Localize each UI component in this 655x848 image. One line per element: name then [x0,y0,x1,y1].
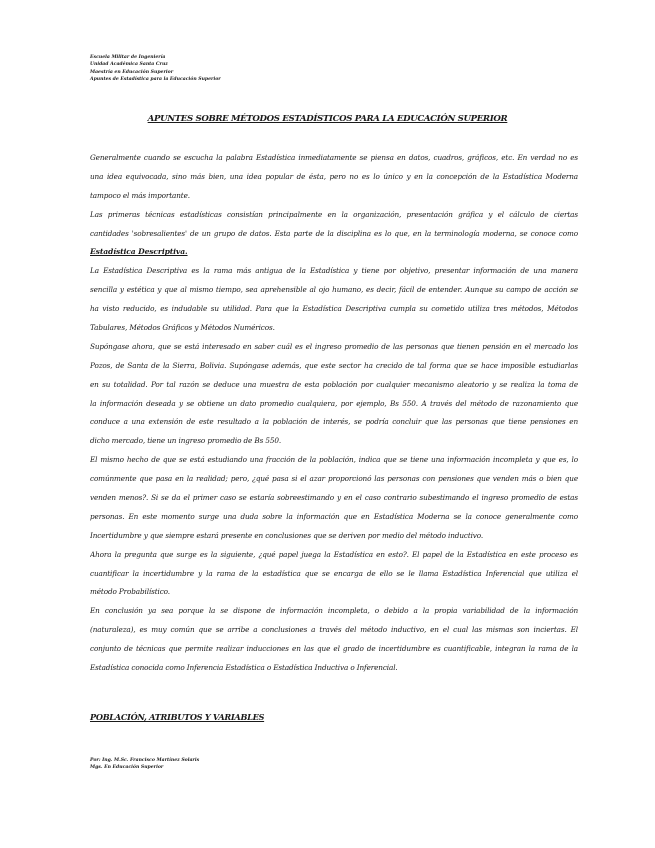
page-footer [90,757,199,772]
text-line: Las primeras técnicas estadísticas consistían principalmente en la organización, presentación gráfica y el cálculo de ciertas [90,209,578,219]
text-line: personas. En este momento surge una duda sobre la información que en Estadística Moderna se la conoce generalmente como [90,511,578,521]
text-line: venden menos?. Si se da el primer caso se estaría sobreestimando y en el caso contrario subestimando el ingreso promedio de estas [90,493,578,503]
footer-degree: Mgs. En Educación Superior [90,765,164,771]
text-line: cantidades 'sobresalientes' de un grupo de datos. Esta parte de la disciplina es lo que, en la terminología moderna, se conoce como [90,228,578,238]
text-line: La Estadística Descriptiva es la rama más antigua de la Estadística y tiene por objetivo, presentar información de una manera [90,266,578,276]
section-heading: POBLACIÓN, ATRIBUTOS Y VARIABLES [90,712,265,722]
text-line: sencilla y estética y que al mismo tiempo, sea aprehensible al ojo humano, es decir, fácil de entender. Aunque su campo de acción se [90,285,578,295]
text-line: ha visto reducido, es indudable su utilidad. Para que la Estadística Descriptiva cumpla su cometido utiliza tres métodos, Métodos [90,304,578,314]
text-line: dicho mercado, tiene un ingreso promedio de Bs 550. [90,436,282,446]
text-line: tampoco el más importante. [90,190,190,200]
text-line: cuantificar la incertidumbre y la rama de la estadística que se encarga de ello se le llama Estadística Inferencial que utiliza el [90,568,578,578]
page-header [90,54,221,84]
text-line: comúnmente que pasa en la realidad; pero, ¿qué pasa si el azar proporcionó las personas con pensiones que venden más o bien que [90,474,578,484]
text-line: El mismo hecho de que se está estudiando una fracción de la población, indica que se tiene una información incompleta y que es, lo [90,455,578,465]
text-line: Supóngase ahora, que se está interesado en saber cuál es el ingreso promedio de las personas que tienen pensión en el mercado los [90,341,578,351]
text-line: método Probabilístico. [90,587,170,597]
text-line: la información deseada y se obtiene un dato promedio cualquiera, por ejemplo, Bs 550. A través del método de razonamiento que [90,398,578,408]
header-unit: Unidad Académica Santa Cruz [90,62,168,68]
document-title: APUNTES SOBRE MÉTODOS ESTADÍSTICOS PARA LA EDUCACIÓN SUPERIOR [147,114,508,124]
subheading-descriptive-statistics: Estadística Descriptiva. [90,247,188,257]
text-line: Generalmente cuando se escucha la palabra Estadística inmediatamente se piensa en datos, cuadros, gráficos, etc. En verdad no es [90,153,578,162]
text-line: Pozos, de Santa de la Sierra, Bolivia. Supóngase además, que este sector ha crecido de tal forma que se hace imposible estudiarlas [90,360,578,370]
body-text [90,149,578,678]
footer-author: Por: Ing. M.Sc. Francisco Martínez Solaris [90,758,200,763]
text-line: (naturaleza), es muy común que se arribe a conclusiones a través del método inductivo, en el cual las mismas son inciertas. El [90,625,578,635]
text-line: Ahora la pregunta que surge es la siguiente, ¿qué papel juega la Estadística en esto?. El papel de la Estadística en este proceso es [90,549,578,559]
header-course: Apuntes de Estadística para la Educación Superior [90,77,221,83]
text-line: conduce a una extensión de este resultado a la población de interés, se podría concluir que las personas que tiene pensiones en [90,417,578,427]
text-line: Tabulares, Métodos Gráficos y Métodos Numéricos. [90,323,275,333]
text-line: Incertidumbre y que siempre estará presente en conclusiones que se deriven por medio del método inductivo. [90,530,484,540]
text-line: En conclusión ya sea porque la se dispone de información incompleta, o debido a la propia variabilidad de la información [90,606,578,616]
header-institution: Escuela Militar de Ingeniería [90,55,166,60]
text-line: conjunto de técnicas que permite realizar inducciones en las que el grado de incertidumbre es cuantificable, integran la rama de la [90,644,578,654]
text-line: Estadística conocida como Inferencia Estadística o Estadística Inductiva o Inferencial. [90,663,398,673]
text-line: una idea equivocada, sino más bien, una idea popular de ésta, pero no es lo único y en la concepción de la Estadística Moderna [90,171,578,181]
header-program: Maestría en Educación Superior [90,69,174,75]
text-line: en su totalidad. Por tal razón se deduce una muestra de esta población por cualquier mecanismo aleatorio y se realiza la toma de [90,379,578,389]
